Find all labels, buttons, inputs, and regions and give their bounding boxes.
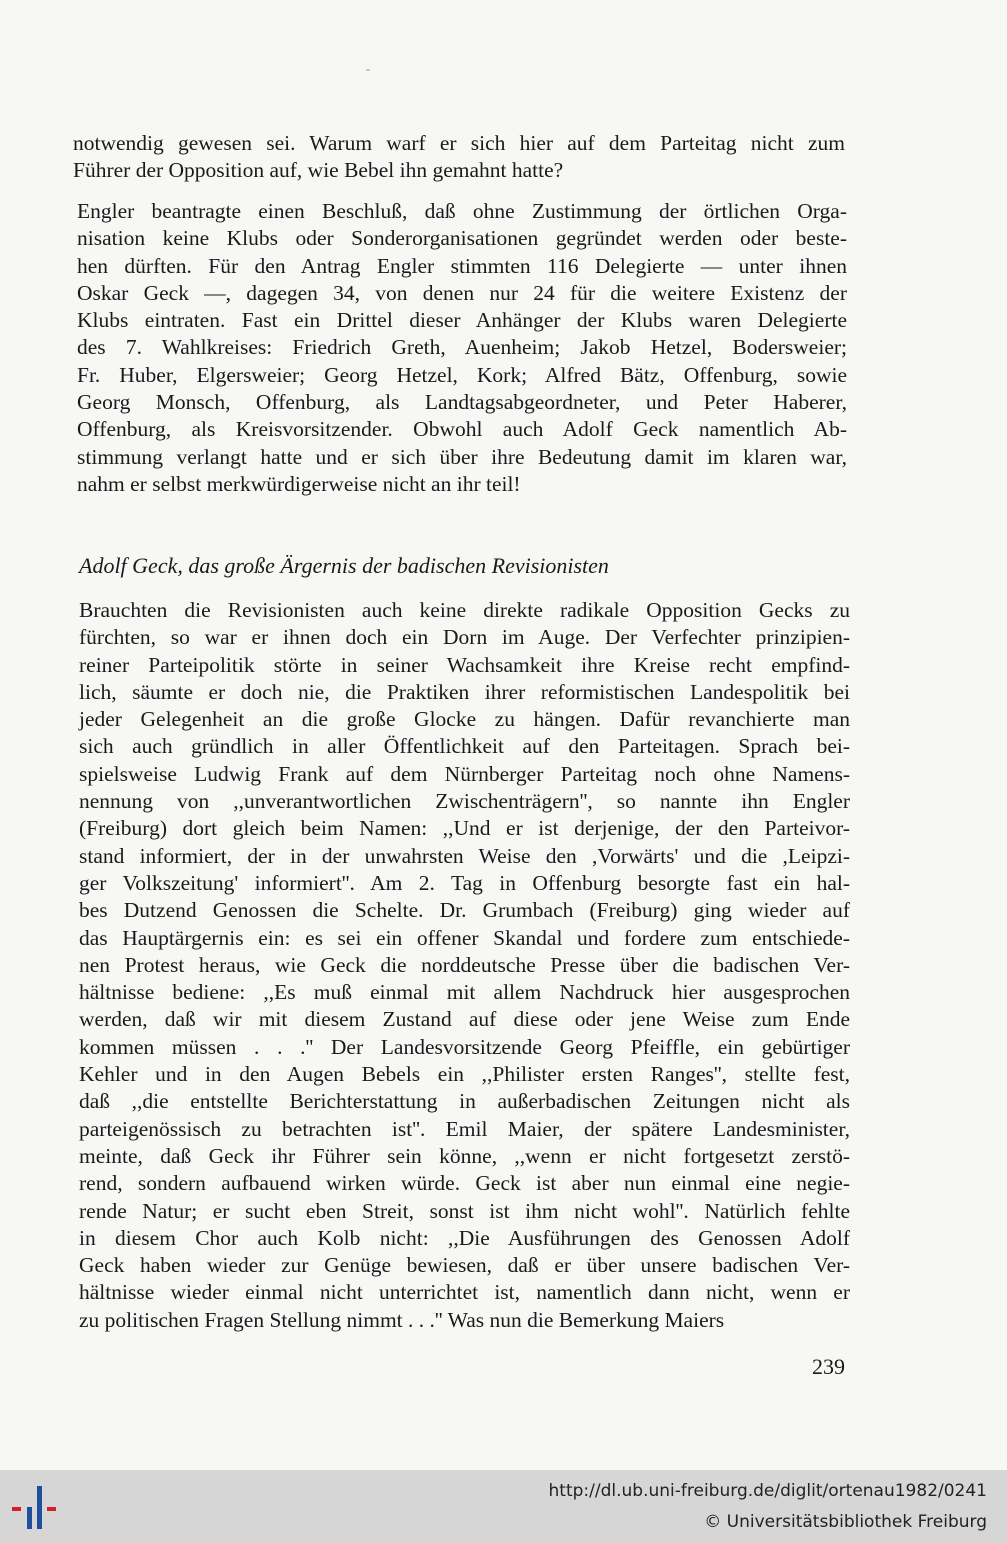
text-line: Engler beantragte einen Beschluß, daß ohne Zustimmung der örtlichen Orga-: [77, 199, 847, 223]
text-line: Georg Monsch, Offenburg, als Landtagsabgeordneter, und Peter Haberer,: [77, 390, 847, 415]
paragraph-engler-motion: [77, 198, 847, 498]
footer-url-link[interactable]: http://dl.ub.uni-freiburg.de/diglit/ortenau1982/0241: [548, 1481, 987, 1501]
text-line: daß ,,die entstellte Berichterstattung in außerbadischen Zeitungen nicht als: [79, 1089, 850, 1114]
section-heading: Adolf Geck, das große Ärgernis der badischen Revisionisten: [79, 553, 609, 578]
text-line: Offenburg, als Kreisvorsitzender. Obwohl auch Adolf Geck namentlich Ab-: [77, 417, 847, 442]
text-line: stimmung verlangt hatte und er sich über ihre Bedeutung damit im klaren war,: [77, 444, 847, 469]
ub-freiburg-logo-icon: [10, 1484, 66, 1532]
text-line: rende Natur; er sucht eben Streit, sonst ist ihm nicht wohl''. Natürlich fehlte: [79, 1198, 850, 1223]
text-line: Geck haben wieder zur Genüge bewiesen, daß er über unsere badischen Ver-: [79, 1253, 850, 1278]
text-line: hen dürften. Für den Antrag Engler stimmten 116 Delegierte — unter ihnen: [77, 253, 847, 278]
text-line: Führer der Opposition auf, wie Bebel ihn gemahnt hatte?: [73, 158, 564, 183]
text-line: reiner Parteipolitik störte in seiner Wachsamkeit ihre Kreise recht empfind-: [79, 652, 850, 677]
text-line: zu politischen Fragen Stellung nimmt . . .'' Was nun die Bemerkung Maiers: [79, 1307, 725, 1332]
text-line: nahm er selbst merkwürdigerweise nicht an ihr teil!: [77, 471, 521, 496]
text-line: Oskar Geck —, dagegen 34, von denen nur 24 für die weitere Existenz der: [77, 280, 847, 305]
footer-copyright: © Universitätsbibliothek Freiburg: [704, 1512, 987, 1532]
text-line: notwendig gewesen sei. Warum warf er sich hier auf dem Parteitag nicht zum: [73, 131, 845, 155]
page-number: 239: [812, 1354, 845, 1379]
text-line: jeder Gelegenheit an die große Glocke zu hängen. Dafür revanchierte man: [79, 707, 850, 732]
text-line: kommen müssen . . .'' Der Landesvorsitzende Georg Pfeiffle, ein gebürtiger: [79, 1034, 850, 1059]
text-line: spielsweise Ludwig Frank auf dem Nürnberger Parteitag noch ohne Namens-: [79, 761, 850, 786]
text-line: fürchten, so war er ihnen doch ein Dorn im Auge. Der Verfechter prinzipien-: [79, 625, 850, 650]
paragraph-revisionists: [79, 597, 850, 1334]
text-line: nennung von ,,unverantwortlichen Zwischenträgern'', so nannte ihn Engler: [79, 789, 850, 814]
text-line: lich, säumte er doch nie, die Praktiken ihrer reformistischen Landespolitik bei: [79, 679, 850, 704]
text-line: nen Protest heraus, wie Geck die norddeutsche Presse über die badischen Ver-: [79, 952, 850, 977]
text-line: ger Volkszeitung' informiert''. Am 2. Tag in Offenburg besorgte fast ein hal-: [79, 870, 850, 895]
text-line: rend, sondern aufbauend wirken würde. Geck ist aber nun einmal eine negie-: [79, 1171, 850, 1196]
text-line: nisation keine Klubs oder Sonderorganisationen gegründet werden oder beste-: [77, 226, 847, 251]
text-line: parteigenössisch zu betrachten ist''. Emil Maier, der spätere Landesminister,: [79, 1116, 850, 1141]
text-line: bes Dutzend Genossen die Schelte. Dr. Grumbach (Freiburg) ging wieder auf: [79, 898, 850, 923]
text-line: (Freiburg) dort gleich beim Namen: ,,Und er ist derjenige, der den Parteivor-: [79, 816, 850, 841]
text-line: des 7. Wahlkreises: Friedrich Greth, Auenheim; Jakob Hetzel, Bodersweier;: [77, 335, 847, 360]
text-line: das Hauptärgernis ein: es sei ein offener Skandal und fordere zum entschiede-: [79, 925, 850, 950]
paragraph-continuation: [73, 130, 845, 185]
text-line: Klubs eintraten. Fast ein Drittel dieser Anhänger der Klubs waren Delegierte: [77, 308, 847, 333]
text-line: Brauchten die Revisionisten auch keine direkte radikale Opposition Gecks zu: [79, 598, 850, 622]
footer-bar: [0, 1470, 1007, 1543]
text-line: in diesem Chor auch Kolb nicht: ,,Die Ausführungen des Genossen Adolf: [79, 1225, 850, 1250]
stray-mark: -: [366, 62, 370, 76]
text-line: Kehler und in den Augen Bebels ein ,,Philister ersten Ranges'', stellte fest,: [79, 1062, 850, 1087]
text-line: hältnisse wieder einmal nicht unterrichtet ist, namentlich dann nicht, wenn er: [79, 1280, 850, 1305]
text-line: meinte, daß Geck ihr Führer sein könne, ,,wenn er nicht fortgesetzt zerstö-: [79, 1143, 850, 1168]
text-line: hältnisse bediene: ,,Es muß einmal mit allem Nachdruck hier ausgesprochen: [79, 980, 850, 1005]
text-line: sich auch gründlich in aller Öffentlichkeit auf den Parteitagen. Sprach bei-: [79, 734, 850, 759]
text-line: Fr. Huber, Elgersweier; Georg Hetzel, Kork; Alfred Bätz, Offenburg, sowie: [77, 362, 847, 387]
text-line: stand informiert, der in der unwahrsten Weise den ,Vorwärts' und die ,Leipzi-: [79, 843, 850, 868]
text-line: werden, daß wir mit diesem Zustand auf diese oder jene Weise zum Ende: [79, 1007, 850, 1032]
